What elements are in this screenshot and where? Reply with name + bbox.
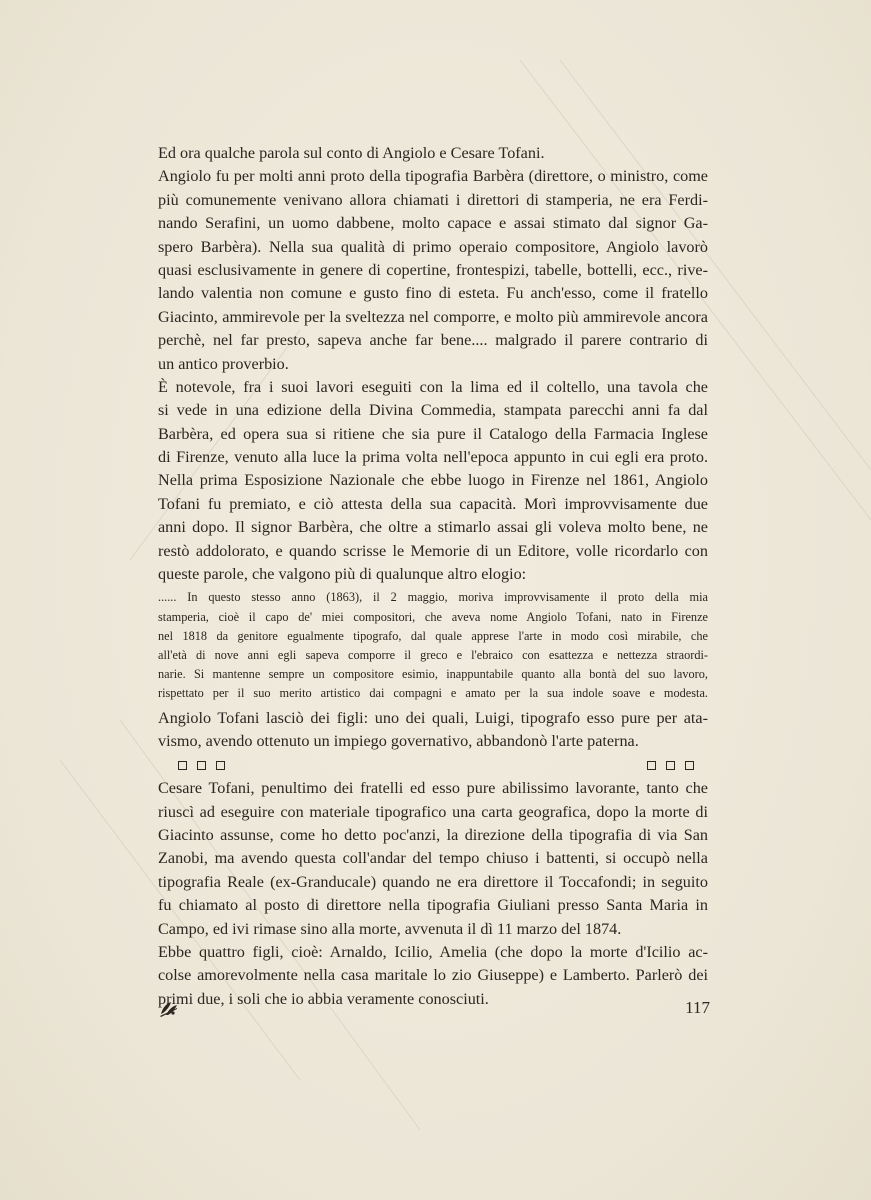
square-ornament-icon bbox=[216, 761, 225, 770]
quotation-memorie bbox=[158, 586, 708, 707]
paragraph-figli-angiolo bbox=[158, 707, 708, 754]
text-line: Angiolo Tofani lasciò dei figli: uno dei quali, Luigi, tipografo esso pure per ata- bbox=[158, 708, 708, 727]
main-text bbox=[158, 142, 708, 1011]
section-separator bbox=[158, 754, 708, 777]
text-line: Zanobi, ma avendo questa coll'andar del tempo chiuso i battenti, si occupò nella bbox=[158, 849, 708, 868]
text-line: Angiolo fu per molti anni proto della tipografia Barbèra (direttore, o ministro, come bbox=[158, 167, 708, 186]
text-line: nando Serafini, un uomo dabbene, molto capace e assai stimato dal signor Ga- bbox=[158, 214, 708, 233]
text-line: perchè, nel far presto, sapeva anche far bene.... malgrado il parere contrario di bbox=[158, 331, 708, 350]
quote-line: stamperia, cioè il capo de' miei compositori, che aveva nome Angiolo Tofani, nato in Firenze bbox=[158, 609, 708, 624]
ornament-leaf-icon bbox=[159, 1000, 179, 1018]
text-line: quasi esclusivamente in genere di copertine, frontespizi, tabelle, bottelli, ecc., rive- bbox=[158, 260, 708, 279]
paragraph-cesare bbox=[158, 777, 708, 941]
separator-boxes-left bbox=[178, 754, 225, 777]
text-line: anni dopo. Il signor Barbèra, che oltre a stimarlo assai gli voleva molto bene, ne bbox=[158, 518, 708, 537]
quote-line: narie. Si mantenne sempre un compositore esimio, inappuntabile quanto alla bontà del suo lavoro, bbox=[158, 666, 708, 681]
page-number: 117 bbox=[685, 998, 710, 1017]
quote-line: all'età di nove anni egli sapeva comporre il greco e l'ebraico con esattezza e nettezza straordi- bbox=[158, 647, 708, 662]
text-line: un antico proverbio. bbox=[158, 354, 289, 373]
text-line: colse amorevolmente nella casa maritale lo zio Giuseppe) e Lamberto. Parlerò dei bbox=[158, 966, 708, 985]
quote-line: rispettato per il suo merito artistico dai compagni e amato per la sua indole soave e modesta. bbox=[158, 685, 708, 700]
square-ornament-icon bbox=[178, 761, 187, 770]
square-ornament-icon bbox=[685, 761, 694, 770]
text-line: Ed ora qualche parola sul conto di Angiolo e Cesare Tofani. bbox=[158, 144, 545, 162]
paragraph-quattro-figli bbox=[158, 941, 708, 1011]
square-ornament-icon bbox=[666, 761, 675, 770]
square-ornament-icon bbox=[197, 761, 206, 770]
text-line: spero Barbèra). Nella sua qualità di primo operaio compositore, Angiolo lavorò bbox=[158, 237, 708, 256]
text-line: vismo, avendo ottenuto un impiego governativo, abbandonò l'arte paterna. bbox=[158, 732, 639, 751]
text-line: riuscì ad eseguire con materiale tipografico una carta geografica, dopo la morte di bbox=[158, 802, 708, 821]
quote-line: nel 1818 da genitore egualmente tipografo, dal quale apprese l'arte in modo così mirabile, che bbox=[158, 628, 708, 643]
paragraph-intro bbox=[158, 142, 708, 165]
text-line: Campo, ed ivi rimase sino alla morte, avvenuta il dì 11 marzo del 1874. bbox=[158, 919, 622, 938]
text-line: È notevole, fra i suoi lavori eseguiti con la lima ed il coltello, una tavola che bbox=[158, 377, 708, 396]
text-line: Giacinto assunse, come ho detto poc'anzi, la direzione della tipografia di via San bbox=[158, 825, 708, 844]
text-line: tipografia Reale (ex-Granducale) quando ne era direttore il Toccafondi; in seguito bbox=[158, 872, 708, 891]
text-line: Nella prima Esposizione Nazionale che ebbe luogo in Firenze nel 1861, Angiolo bbox=[158, 471, 708, 490]
text-line: fu chiamato al posto di direttore nella tipografia Giuliani presso Santa Maria in bbox=[158, 896, 708, 915]
square-ornament-icon bbox=[647, 761, 656, 770]
text-line: Ebbe quattro figli, cioè: Arnaldo, Icilio, Amelia (che dopo la morte d'Icilio ac- bbox=[158, 942, 708, 961]
text-line: di Firenze, venuto alla luce la prima volta nell'epoca appunto in cui egli era proto. bbox=[158, 448, 708, 467]
text-line: Cesare Tofani, penultimo dei fratelli ed esso pure abilissimo lavorante, tanto che bbox=[158, 779, 708, 798]
text-line: restò addolorato, e quando scrisse le Memorie di un Editore, volle ricordarlo con bbox=[158, 541, 708, 560]
text-line: Barbèra, ed opera sua si ritiene che sia pure il Catalogo della Farmacia Inglese bbox=[158, 424, 708, 443]
text-line: si vede in una edizione della Divina Commedia, stampata parecchi anni fa dal bbox=[158, 401, 708, 420]
text-line: lando valentia non comune e gusto fino di esteta. Fu anch'esso, come il fratello bbox=[158, 284, 708, 303]
text-line: Giacinto, ammirevole per la sveltezza nel comporre, e molto più ammirevole ancora bbox=[158, 307, 708, 326]
paragraph-notevole bbox=[158, 376, 708, 587]
text-line: più comunemente venivano allora chiamati i direttori di stamperia, ne era Ferdi- bbox=[158, 190, 708, 209]
paragraph-angiolo-proto bbox=[158, 165, 708, 376]
text-line: queste parole, che valgono più di qualunque altro elogio: bbox=[158, 565, 527, 584]
text-line: Tofani fu premiato, e ciò attesta della sua capacità. Morì improvvisamente due bbox=[158, 494, 708, 513]
separator-boxes-right bbox=[647, 754, 694, 777]
text-line: primi due, i soli che io abbia veramente conosciuti. bbox=[158, 989, 489, 1008]
quote-line: ...... In questo stesso anno (1863), il 2 maggio, moriva improvvisamente il proto della mia bbox=[158, 590, 708, 605]
